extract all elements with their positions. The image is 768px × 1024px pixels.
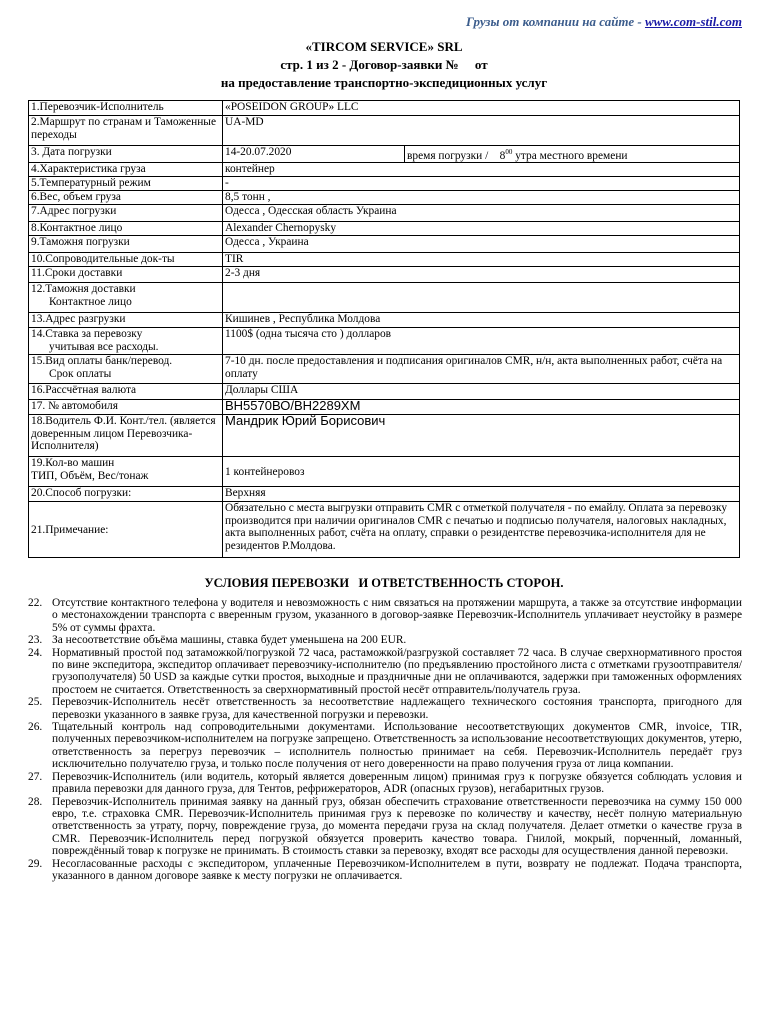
condition-number: 29. xyxy=(28,857,43,870)
form-value: Кишинев , Республика Молдова xyxy=(223,313,740,328)
form-label: 8.Контактное лицо xyxy=(29,222,223,236)
form-value: 1 контейнеровоз xyxy=(223,457,740,487)
form-value: 1100$ (одна тысяча сто ) долларов xyxy=(223,328,740,355)
form-value xyxy=(223,283,740,313)
form-label: 5.Температурный режим xyxy=(29,177,223,191)
form-label xyxy=(29,328,223,355)
condition-number: 26. xyxy=(28,721,43,734)
condition-number: 25. xyxy=(28,696,43,709)
condition-item xyxy=(28,597,742,634)
document-header xyxy=(0,38,768,92)
form-row xyxy=(29,457,740,487)
condition-number: 22. xyxy=(28,597,43,609)
form-row xyxy=(29,415,740,457)
condition-item xyxy=(28,647,742,697)
condition-text: Тщательный контроль над сопроводительными документами. Использование несоответствующих документов CMR, invoice, TIR, полученных перевозчиком-исполнителем на погрузке запрещено. Ответственность за использование несоответствующих документов, утерю, ответственность за перегруз перевозчик – исполнитель полностью принимает на себя. Перевозчик-Исполнитель передаёт груз исключительно получателю груза, и только после получения от него доверенности на право получения груза от лица компании. xyxy=(52,721,742,771)
condition-number: 24. xyxy=(28,646,43,659)
site-banner-text: Грузы от компании на сайте - xyxy=(466,14,645,29)
form-label-line: 12.Таможня доставки xyxy=(31,283,136,296)
form-label-line: 15.Вид оплаты банк/перевод. xyxy=(31,355,173,368)
form-value: Alexander Chernopysky xyxy=(223,222,740,236)
form-value: Одесса , Украина xyxy=(223,236,740,253)
condition-item xyxy=(28,858,742,883)
condition-item xyxy=(28,696,742,721)
form-row xyxy=(29,177,740,191)
form-label-line: Срок оплаты xyxy=(49,367,112,380)
form-label-line: учитывая все расходы. xyxy=(49,340,159,353)
contract-page-line: стр. 1 из 2 - Договор-заявки № от xyxy=(280,57,488,72)
form-label: 6.Вес, объем груза xyxy=(29,191,223,205)
form-row xyxy=(29,116,740,146)
form-label xyxy=(29,283,223,313)
form-row xyxy=(29,502,740,558)
form-value: - xyxy=(223,177,740,191)
form-label xyxy=(29,355,223,384)
form-label: 11.Сроки доставки xyxy=(29,267,223,283)
form-row xyxy=(29,236,740,253)
form-row xyxy=(29,146,740,163)
conditions-title: УСЛОВИЯ ПЕРЕВОЗКИ И ОТВЕТСТВЕННОСТЬ СТОРОН. xyxy=(204,576,564,590)
form-label: 2.Маршрут по странам и Таможенные переходы xyxy=(29,116,223,146)
form-value: 2-3 дня xyxy=(223,267,740,283)
form-label: 3. Дата погрузки xyxy=(29,146,223,163)
loading-time-prefix: время погрузки / 8 xyxy=(407,149,506,162)
loading-time-minutes: 00 xyxy=(505,148,513,156)
form-label: 20.Способ погрузки: xyxy=(29,487,223,502)
driver-name-value: Мандрик Юрий Борисович xyxy=(223,415,740,457)
company-name: «TIRCOM SERVICE» SRL xyxy=(305,39,463,54)
form-label-line: 19.Кол-во машин xyxy=(31,457,115,470)
condition-text: Нормативный простой под затаможкой/погрузкой 72 часа, растаможкой/разгрузкой составляет 72 часа. В случае сверхнормативного простоя по вине экспедитора, экспедитор оплачивает перевозчику-исполнителю (по предъявлению простойного листа с отметками грузоотправителя/грузополучателя) 50 USD за каждые сутки простоя, выходные и праздничные дни не оплачиваются, задержки при таможенных оформлениях простоем не считается. Ответственность за сверхнормативный простой несёт отправитель/получатель груза. xyxy=(52,646,742,696)
form-label: 10.Сопроводительные док-ты xyxy=(29,253,223,267)
condition-text: Перевозчик-Исполнитель принимая заявку на данный груз, обязан обеспечить страхование ответственности перевозчика на сумму 150 000 евро, т.е. страховка CMR. Перевозчик-Исполнитель принимая груз к перевозке по количеству и качеству, несёт полную материальную ответственность за утрату, порчу, повреждение груза, до момента передачи груза на склад получателя. Делает отметки о качестве груза в CMR. Перевозчик-Исполнитель перед погрузкой обязуется проверить качество товара. Гнилой, мокрый, порченный, ломанный, повреждённый товар к погрузке не принимать. В стоимость ставки за перевозку, входят все расходы для осуществления данной перевозки. xyxy=(52,795,742,858)
form-label-line: Контактное лицо xyxy=(49,295,132,308)
condition-text: Отсутствие контактного телефона у водителя и невозможность с ним связаться на протяжении маршрута, а также за отсутствие информации о местонахождении транспорта с вверенным грузом, указанного в договор-заявке Перевозчик-Исполнитель уплачивает неустойку в размере 5% от суммы фрахта. xyxy=(52,597,742,634)
form-label: 13.Адрес разгрузки xyxy=(29,313,223,328)
form-value: контейнер xyxy=(223,163,740,177)
condition-number: 27. xyxy=(28,770,43,783)
form-value: Обязательно с места выгрузки отправить CMR с отметкой получателя - по емайлу. Оплата за перевозку производится при наличии оригиналов CMR с печатью и подписью получателя, налоговых накладных, акта выполненных работ, счёта на оплату, справки о резидентстве перевозчика-исполнителя для не резидентов Р.Молдова. xyxy=(223,502,740,558)
form-row xyxy=(29,487,740,502)
condition-text: Перевозчик-Исполнитель несёт ответственность за несоответствие надлежащего технического состояния транспорта, пригодного для перевозки указанного в заявке груза, для качественной погрузки и перевозки. xyxy=(52,696,742,721)
conditions-list xyxy=(28,597,742,882)
form-label-line: ТИП, Объём, Вес/тонаж xyxy=(31,469,149,482)
form-label: 17. № автомобиля xyxy=(29,400,223,415)
form-value: Одесса , Одесская область Украина xyxy=(223,205,740,222)
form-label: 4.Характеристика груза xyxy=(29,163,223,177)
form-value: 14-20.07.2020 xyxy=(223,146,405,163)
form-value: UA-MD xyxy=(223,116,740,146)
form-label xyxy=(29,457,223,487)
form-row xyxy=(29,253,740,267)
form-value: Верхняя xyxy=(223,487,740,502)
form-row xyxy=(29,328,740,355)
form-value: TIR xyxy=(223,253,740,267)
form-label: 9.Таможня погрузки xyxy=(29,236,223,253)
vehicle-number-value: ВН5570ВО/ВН2289ХМ xyxy=(223,400,740,415)
form-row xyxy=(29,313,740,328)
loading-time-cell xyxy=(405,146,740,163)
condition-text: За несоответствие объёма машины, ставка будет уменьшена на 200 EUR. xyxy=(52,634,407,647)
form-row xyxy=(29,384,740,400)
form-row xyxy=(29,222,740,236)
form-row xyxy=(29,283,740,313)
form-label: 7.Адрес погрузки xyxy=(29,205,223,222)
condition-item xyxy=(28,721,742,771)
form-row xyxy=(29,355,740,384)
form-label: 18.Водитель Ф.И. Конт./тел. (является доверенным лицом Перевозчика-Исполнителя) xyxy=(29,415,223,457)
form-row xyxy=(29,191,740,205)
contract-form-table xyxy=(28,100,740,558)
form-label-line: 14.Ставка за перевозку xyxy=(31,328,143,341)
form-row xyxy=(29,267,740,283)
form-row xyxy=(29,205,740,222)
condition-number: 23. xyxy=(28,634,43,647)
form-value: 8,5 тонн , xyxy=(223,191,740,205)
form-label: 16.Рассчётная валюта xyxy=(29,384,223,400)
form-value: Доллары США xyxy=(223,384,740,400)
condition-item xyxy=(28,771,742,796)
condition-number: 28. xyxy=(28,795,43,808)
condition-text: Несогласованные расходы с экспедитором, уплаченные Перевозчиком-Исполнителем в пути, возврату не подлежат. Подача транспорта, указанного в данном договоре заявке к месту погрузки не оплачивается. xyxy=(52,857,742,882)
condition-item xyxy=(28,634,742,646)
form-row xyxy=(29,163,740,177)
form-label: 1.Перевозчик-Исполнитель xyxy=(29,101,223,116)
site-banner xyxy=(466,14,742,30)
site-link[interactable]: www.com-stil.com xyxy=(644,14,742,29)
loading-time-suffix: утра местного времени xyxy=(512,149,628,162)
form-label: 21.Примечание: xyxy=(29,502,223,558)
contract-subject: на предоставление транспортно-экспедиционных услуг xyxy=(220,75,548,90)
form-value: 7-10 дн. после предоставления и подписания оригиналов CMR, н/н, акта выполненных работ, счёта на оплату xyxy=(223,355,740,384)
condition-text: Перевозчик-Исполнитель (или водитель, который является доверенным лицом) принимая груз к погрузке обязуется соблюдать условия и правила перевозки для данного груза, для Тентов, рефрижераторов, ADR (опасных грузов), негабаритных грузов. xyxy=(52,770,742,796)
condition-item xyxy=(28,796,742,858)
form-value: «POSEIDON GROUP» LLC xyxy=(223,101,740,116)
form-row xyxy=(29,101,740,116)
